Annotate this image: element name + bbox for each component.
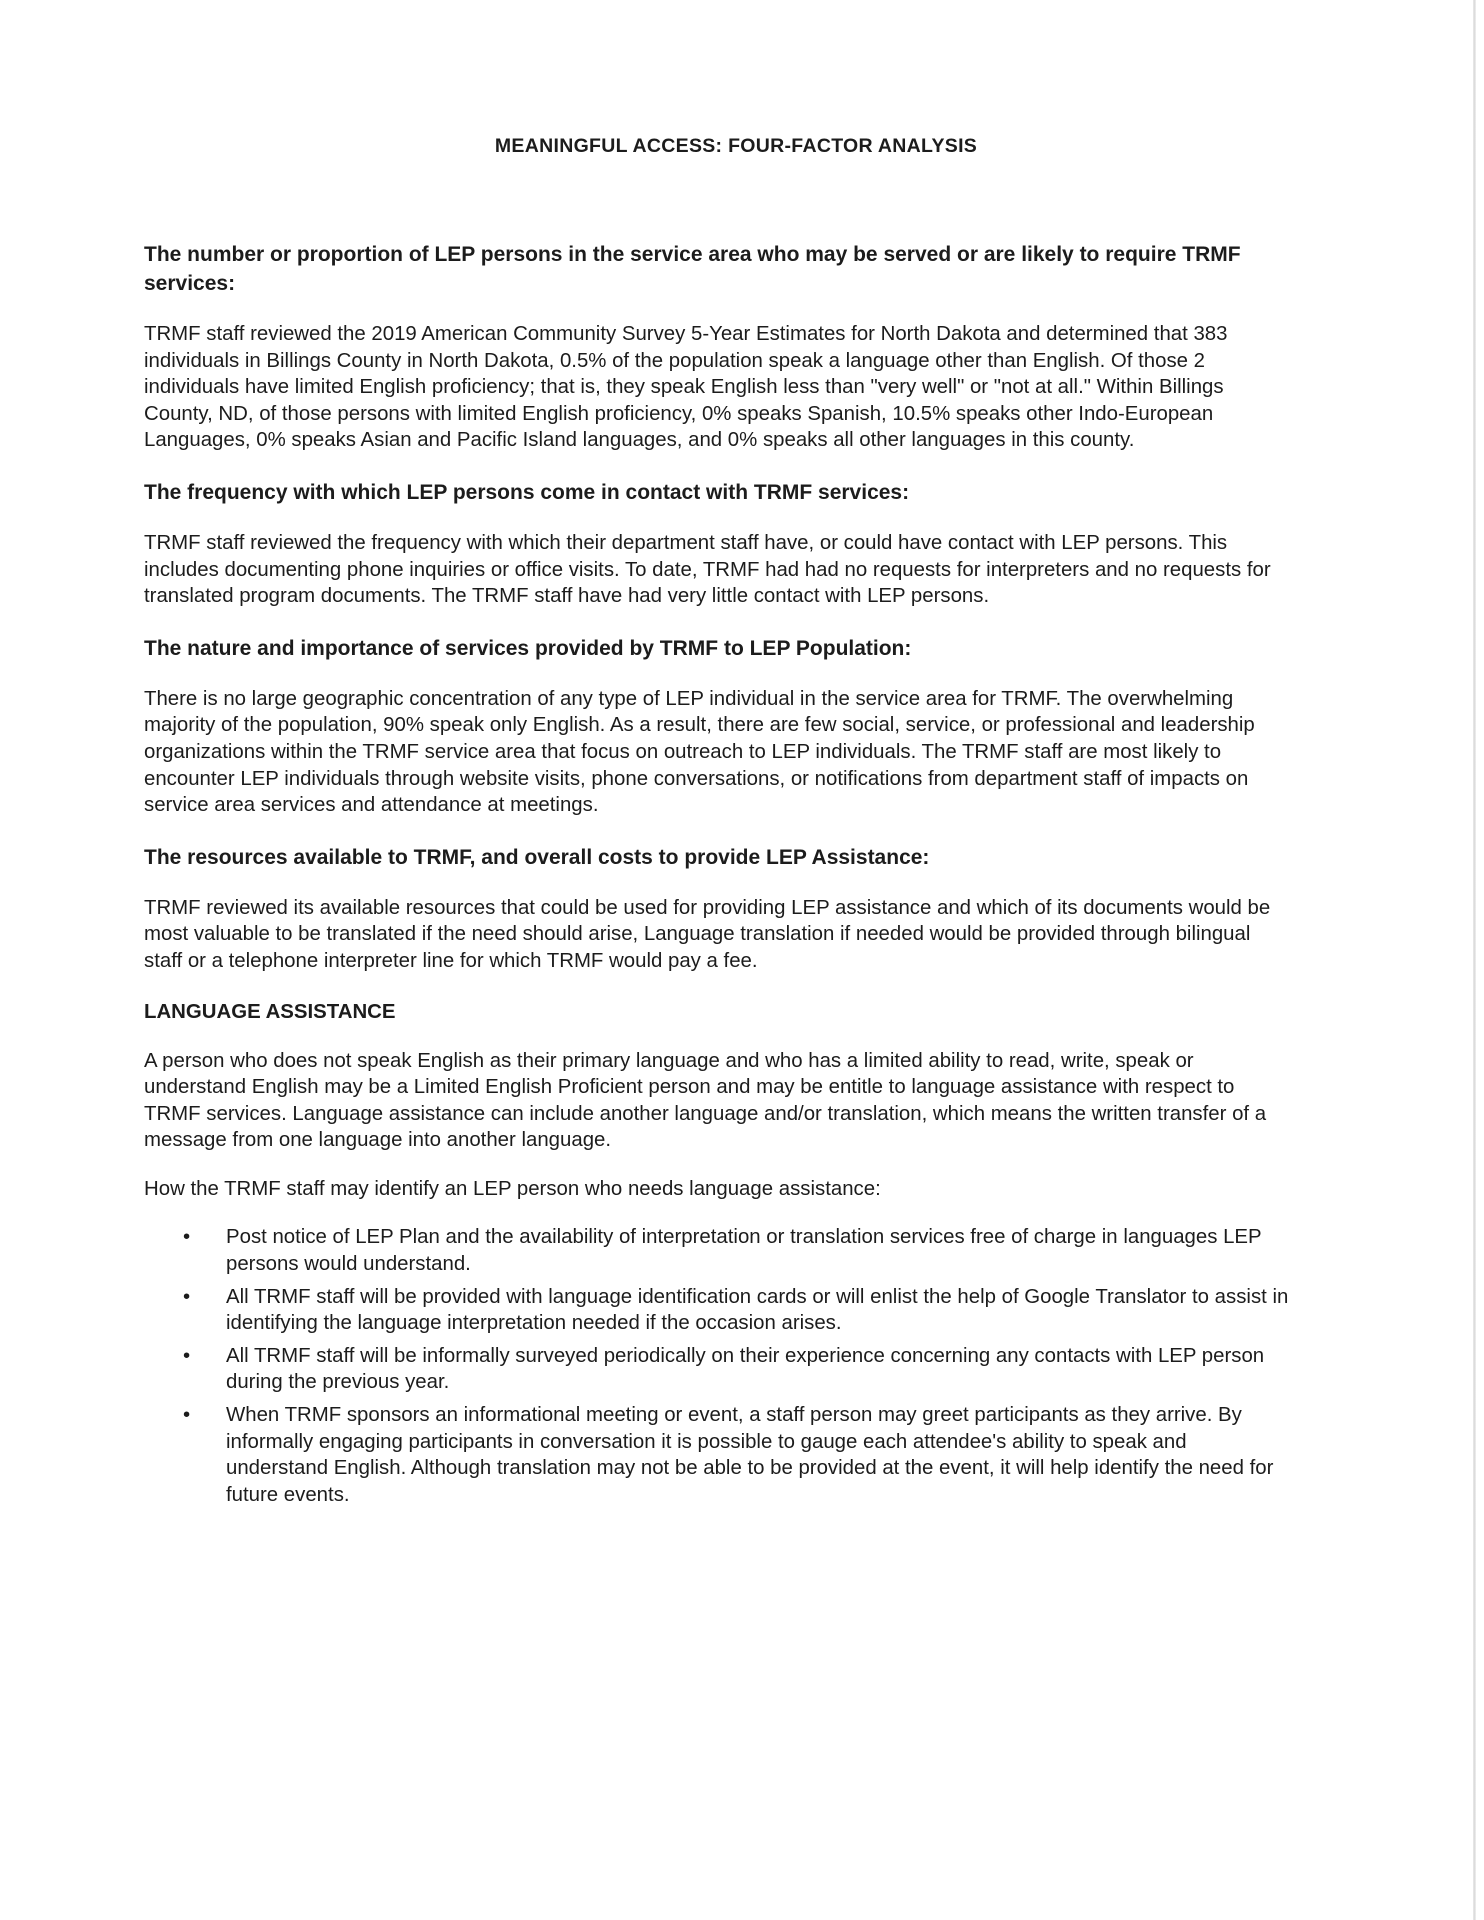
section-heading: The number or proportion of LEP persons in the service area who may be served or are likely to require TRMF services: [144, 243, 1241, 295]
language-assistance-lead: How the TRMF staff may identify an LEP person who needs language assistance: [144, 1177, 881, 1200]
section-services-nature [144, 634, 1294, 819]
page-edge-shadow [1473, 0, 1476, 1920]
list-item-text: All TRMF staff will be informally surveyed periodically on their experience concerning any contacts with LEP person during the previous year. [226, 1344, 1265, 1394]
section-heading: The resources available to TRMF, and overall costs to provide LEP Assistance: [144, 845, 930, 869]
section-resources-costs [144, 843, 1294, 975]
document-title: MEANINGFUL ACCESS: FOUR-FACTOR ANALYSIS [494, 135, 978, 157]
bullet-icon: • [183, 1226, 191, 1249]
bullet-icon: • [183, 1285, 191, 1308]
list-item [144, 1343, 1294, 1396]
list-item [144, 1224, 1294, 1277]
section-language-assistance [144, 999, 1294, 1509]
list-item-text: When TRMF sponsors an informational meeting or event, a staff person may greet participants as they arrive. By informally engaging participants in conversation it is possible to gauge each attendee's ability to speak and understand English. Although translation may not be able to be provided at the event, it will help identify the need for future events. [226, 1404, 1274, 1506]
list-item [144, 1284, 1294, 1337]
language-assistance-intro: A person who does not speak English as their primary language and who has a limited ability to read, write, speak or understand English may be a Limited English Proficient person and may be entitle to language assistance with respect to TRMF services. Language assistance can include another language and/or translation, which means the written transfer of a message from one language into another language. [144, 1049, 1267, 1152]
document-body [144, 135, 1294, 1514]
identification-bullet-list [144, 1224, 1294, 1508]
section-paragraph: TRMF staff reviewed the frequency with which their department staff have, or could have contact with LEP persons. This includes documenting phone inquiries or office visits. To date, TRMF had had no requests for interpreters and no requests for translated program documents. The TRMF staff have had very little contact with LEP persons. [144, 531, 1271, 608]
list-item [144, 1402, 1294, 1508]
section-heading: The nature and importance of services provided by TRMF to LEP Population: [144, 636, 912, 660]
section-paragraph: TRMF staff reviewed the 2019 American Community Survey 5-Year Estimates for North Dakota and determined that 383 individuals in Billings County in North Dakota, 0.5% of the population speak a language other than English. Of those 2 individuals have limited English proficiency; that is, they speak English less than "very well" or "not at all." Within Billings County, ND, of those persons with limited English proficiency, 0% speaks Spanish, 10.5% speaks other Indo-European Languages, 0% speaks Asian and Pacific Island languages, and 0% speaks all other languages in this county. [144, 323, 1228, 452]
section-paragraph: TRMF reviewed its available resources that could be used for providing LEP assistance and which of its documents would be most valuable to be translated if the need should arise, Language translation if needed would be provided through bilingual staff or a telephone interpreter line for which TRMF would pay a fee. [144, 896, 1271, 972]
section-lep-frequency [144, 478, 1294, 610]
language-assistance-heading: LANGUAGE ASSISTANCE [144, 1000, 396, 1023]
section-lep-proportion [144, 240, 1294, 454]
bullet-icon: • [183, 1344, 191, 1367]
section-heading: The frequency with which LEP persons come in contact with TRMF services: [144, 480, 910, 504]
list-item-text: Post notice of LEP Plan and the availability of interpretation or translation services free of charge in languages LEP persons would understand. [226, 1226, 1262, 1276]
bullet-icon: • [183, 1404, 191, 1427]
section-paragraph: There is no large geographic concentration of any type of LEP individual in the service area for TRMF. The overwhelming majority of the population, 90% speak only English. As a result, there are few social, service, or professional and leadership organizations within the TRMF service area that focus on outreach to LEP individuals. The TRMF staff are most likely to encounter LEP individuals through website visits, phone conversations, or notifications from department staff of impacts on service area services and attendance at meetings. [144, 687, 1255, 817]
list-item-text: All TRMF staff will be provided with language identification cards or will enlist the help of Google Translator to assist in identifying the language interpretation needed if the occasion arises. [226, 1285, 1289, 1335]
